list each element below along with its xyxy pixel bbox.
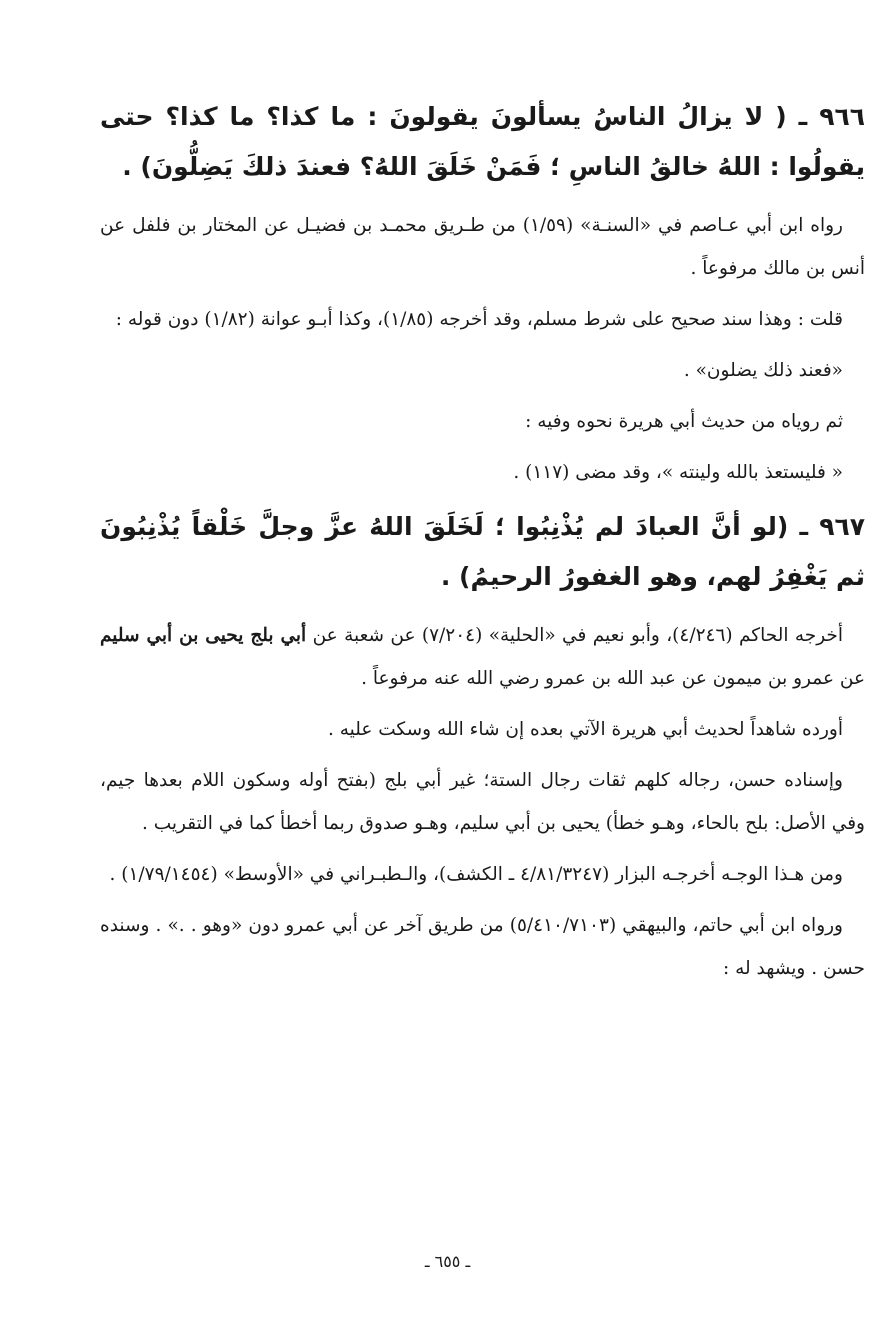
text-span: عن عمرو بن ميمون عن عبد الله بن عمرو رضي الله عنه مرفوعاً . bbox=[361, 668, 865, 689]
quote-line-1: «فعند ذلك يضلون» . bbox=[683, 360, 843, 381]
commentary-paragraph-6: وإسناده حسن، رجاله كلهم ثقات رجال الستة؛ غير أبي بلج (بفتح أوله وسكون اللام بعدها جيم، وفي الأصل: بلح بالحاء، وهـو خطأ) يحيى بن أبي سليم، وهـو صدوق ربما أخطأ كما في التقريب . bbox=[100, 770, 865, 834]
hadith-966: ٩٦٦ ـ ( لا يزالُ الناسُ يسألونَ يقولونَ : ما كذا؟ ما كذا؟ حتى يقولُوا : اللهُ خالقُ الناسِ ؛ فَمَنْ خَلَقَ اللهُ؟ فعندَ ذلكَ يَضِلُّونَ) . bbox=[100, 102, 865, 181]
quote-line-2: « فليستعذ بالله ولينته »، وقد مضى (١١٧) . bbox=[513, 462, 843, 483]
hadith-967: ٩٦٧ ـ (لو أنَّ العبادَ لم يُذْنِبُوا ؛ لَخَلَقَ اللهُ عزَّ وجلَّ خَلْقاً يُذْنِبُونَ ثم يَغْفِرُ لهم، وهو الغفورُ الرحيمُ) . bbox=[100, 512, 865, 591]
text-span: أخرجه الحاكم (٤/٢٤٦)، وأبو نعيم في «الحلية» (٧/٢٠٤) عن شعبة عن bbox=[306, 625, 843, 646]
page-body bbox=[100, 92, 865, 998]
commentary-paragraph-4 bbox=[100, 614, 865, 700]
commentary-paragraph-2: قلت : وهذا سند صحيح على شرط مسلم، وقد أخرجه (١/٨٥)، وكذا أبـو عوانة (١/٨٢) دون قوله : bbox=[115, 309, 843, 330]
commentary-paragraph-8: ورواه ابن أبي حاتم، والبيهقي (٥/٤١٠/٧١٠٣) من طريق آخر عن أبي عمرو دون «وهو . .» . وسنده حسن . ويشهد له : bbox=[100, 915, 865, 979]
commentary-paragraph-3: ثم روياه من حديث أبي هريرة نحوه وفيه : bbox=[525, 411, 843, 432]
commentary-paragraph-7: ومن هـذا الوجـه أخرجـه البزار (٤/٨١/٣٢٤٧ ـ الكشف)، والـطبـراني في «الأوسط» (١/٧٩/١٤٥٤) . bbox=[109, 864, 843, 885]
narrator-name: أبي بلج يحيى بن أبي سليم bbox=[100, 625, 307, 646]
commentary-paragraph-1: رواه ابن أبي عـاصم في «السنـة» (١/٥٩) من طـريق محمـد بن فضيـل عن المختار بن فلفل عن أنس بن مالك مرفوعاً . bbox=[100, 215, 865, 279]
page-number: ـ ٦٥٥ ـ bbox=[424, 1252, 471, 1271]
commentary-paragraph-5: أورده شاهداً لحديث أبي هريرة الآتي بعده إن شاء الله وسكت عليه . bbox=[327, 719, 843, 740]
